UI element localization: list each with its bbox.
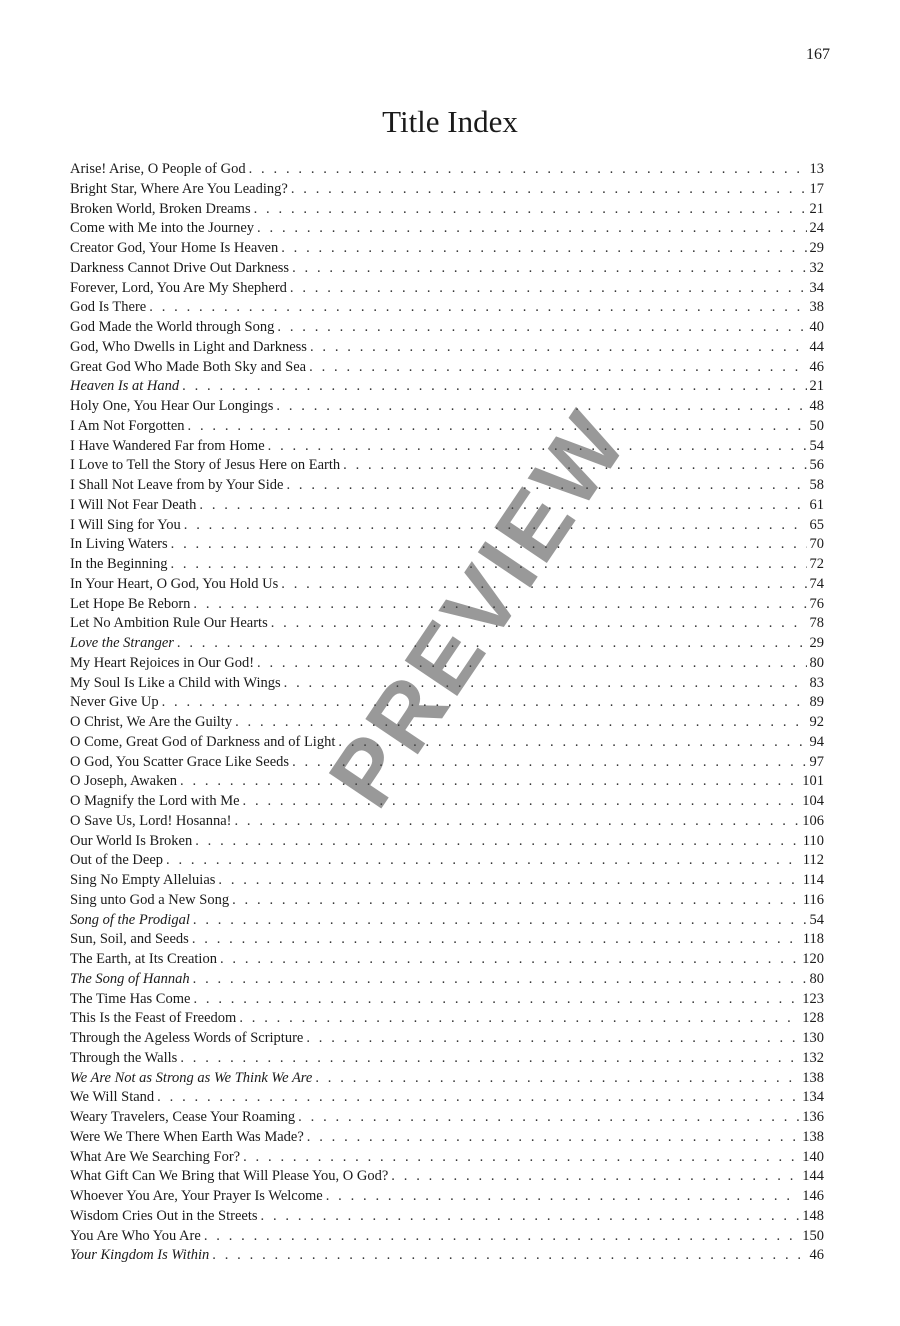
- index-entry: [70, 377, 824, 397]
- dot-leader: [195, 832, 800, 852]
- entry-page-number: 24: [809, 220, 824, 237]
- dot-leader: [243, 792, 800, 812]
- dot-leader: [184, 516, 807, 536]
- index-entry: [70, 1148, 824, 1168]
- entry-title: In Your Heart, O God, You Hold Us: [70, 575, 279, 592]
- dot-leader: [281, 575, 806, 595]
- entry-page-number: 21: [809, 200, 824, 217]
- index-entry: [70, 1049, 824, 1069]
- dot-leader: [177, 634, 807, 654]
- dot-leader: [212, 1246, 806, 1266]
- index-entry: [70, 279, 824, 299]
- entry-page-number: 70: [809, 536, 824, 553]
- entry-page-number: 76: [809, 595, 824, 612]
- entry-title: What Are We Searching For?: [70, 1148, 241, 1165]
- dot-leader: [277, 318, 806, 338]
- entry-page-number: 136: [802, 1109, 824, 1125]
- dot-leader: [180, 1049, 799, 1069]
- dot-leader: [188, 417, 807, 437]
- index-entry: [70, 930, 824, 950]
- entry-page-number: 54: [809, 911, 824, 928]
- entry-title: O Joseph, Awaken: [70, 773, 178, 790]
- entry-page-number: 46: [809, 358, 824, 375]
- entry-title: The Song of Hannah: [70, 970, 190, 987]
- entry-page-number: 138: [802, 1128, 824, 1145]
- entry-page-number: 132: [802, 1049, 824, 1066]
- entry-title: The Time Has Come: [70, 990, 191, 1007]
- index-entry: [70, 180, 824, 200]
- dot-leader: [307, 1128, 799, 1148]
- entry-title: O God, You Scatter Grace Like Seeds: [70, 753, 290, 770]
- index-entry: [70, 259, 824, 279]
- entry-title: We Are Not as Strong as We Think We Are: [70, 1069, 313, 1086]
- dot-leader: [193, 990, 799, 1010]
- index-entry: [70, 338, 824, 358]
- entry-page-number: 89: [809, 694, 824, 711]
- entry-page-number: 104: [802, 793, 824, 809]
- index-entry: [70, 871, 824, 891]
- entry-page-number: 101: [802, 773, 824, 790]
- index-entry: [70, 891, 824, 911]
- index-entry: [70, 358, 824, 378]
- entry-title: I Shall Not Leave from by Your Side: [70, 477, 284, 493]
- entry-page-number: 34: [809, 279, 824, 296]
- dot-leader: [171, 535, 807, 555]
- entry-page-number: 94: [809, 733, 824, 750]
- index-entry: [70, 733, 824, 753]
- dot-leader: [232, 891, 800, 911]
- entry-title: Sing No Empty Alleluias: [70, 872, 216, 888]
- entry-title: You Are Who You Are: [70, 1227, 201, 1244]
- entry-title: O Christ, We Are the Guilty: [70, 714, 233, 730]
- entry-title: Heaven Is at Hand: [70, 378, 180, 395]
- entry-page-number: 148: [802, 1207, 824, 1224]
- dot-leader: [315, 1069, 799, 1089]
- entry-title: Through the Walls: [70, 1049, 178, 1066]
- entry-title: Bright Star, Where Are You Leading?: [70, 180, 288, 197]
- entry-title: Never Give Up: [70, 694, 159, 711]
- index-entry: [70, 1088, 824, 1108]
- dot-leader: [338, 733, 806, 753]
- entry-title: Broken World, Broken Dreams: [70, 200, 251, 217]
- dot-leader: [193, 595, 806, 615]
- index-entry: [70, 970, 824, 990]
- entry-page-number: 118: [802, 931, 824, 948]
- entry-title: My Heart Rejoices in Our God!: [70, 654, 255, 671]
- entry-title: God Made the World through Song: [70, 319, 275, 335]
- index-entry: [70, 1069, 824, 1089]
- dot-leader: [257, 219, 806, 239]
- entry-page-number: 50: [809, 417, 824, 434]
- entry-page-number: 112: [802, 852, 824, 869]
- dot-leader: [235, 713, 806, 733]
- dot-leader: [292, 753, 806, 773]
- entry-page-number: 134: [802, 1089, 824, 1106]
- dot-leader: [268, 437, 807, 457]
- dot-leader: [391, 1167, 799, 1187]
- entry-title: Great God Who Made Both Sky and Sea: [70, 358, 307, 375]
- dot-leader: [276, 397, 806, 417]
- entry-title: Forever, Lord, You Are My Shepherd: [70, 279, 287, 296]
- entry-title: Out of the Deep: [70, 852, 164, 869]
- index-entry: [70, 654, 824, 674]
- index-entry: [70, 417, 824, 437]
- entry-page-number: 44: [809, 338, 824, 355]
- index-entry: [70, 496, 824, 516]
- entry-page-number: 61: [809, 496, 824, 513]
- index-entry: [70, 614, 824, 634]
- entry-page-number: 144: [802, 1168, 824, 1185]
- index-entry: [70, 713, 824, 733]
- entry-title: Come with Me into the Journey: [70, 220, 255, 237]
- entry-title: I Am Not Forgotten: [70, 417, 185, 434]
- entry-page-number: 140: [802, 1148, 824, 1165]
- dot-leader: [292, 259, 806, 279]
- dot-leader: [166, 851, 800, 871]
- index-entry: [70, 1108, 824, 1128]
- entry-page-number: 56: [809, 457, 824, 474]
- entry-title: I Will Sing for You: [70, 516, 181, 533]
- index-entry: [70, 1029, 824, 1049]
- entry-page-number: 92: [809, 714, 824, 730]
- index-entry: [70, 832, 824, 852]
- entry-page-number: 13: [809, 161, 824, 177]
- index-entry: [70, 575, 824, 595]
- entry-page-number: 120: [802, 951, 824, 967]
- index-entry: [70, 456, 824, 476]
- entry-title: Your Kingdom Is Within: [70, 1247, 210, 1264]
- entry-page-number: 72: [809, 556, 824, 572]
- entry-title: Our World Is Broken: [70, 832, 193, 849]
- entry-page-number: 17: [809, 180, 824, 197]
- dot-leader: [254, 200, 807, 220]
- entry-title: Let Hope Be Reborn: [70, 595, 191, 612]
- dot-leader: [298, 1108, 799, 1128]
- entry-title: The Earth, at Its Creation: [70, 951, 217, 967]
- dot-leader: [204, 1227, 799, 1247]
- dot-leader: [157, 1088, 799, 1108]
- entry-page-number: 29: [809, 635, 824, 651]
- dot-leader: [162, 693, 807, 713]
- index-entry: [70, 950, 824, 970]
- entry-page-number: 80: [809, 654, 824, 671]
- index-entry: [70, 555, 824, 575]
- entry-title: Sing unto God a New Song: [70, 891, 230, 908]
- entry-title: Holy One, You Hear Our Longings: [70, 398, 274, 414]
- entry-page-number: 46: [809, 1247, 824, 1264]
- entry-title: Weary Travelers, Cease Your Roaming: [70, 1109, 296, 1125]
- index-entry: [70, 911, 824, 931]
- index-entry: [70, 634, 824, 654]
- dot-leader: [257, 654, 806, 674]
- dot-leader: [180, 772, 799, 792]
- entry-title: Let No Ambition Rule Our Hearts: [70, 615, 268, 632]
- entry-title: Wisdom Cries Out in the Streets: [70, 1207, 258, 1224]
- index-entry: [70, 1128, 824, 1148]
- entry-page-number: 114: [802, 872, 824, 888]
- index-entry: [70, 1227, 824, 1247]
- page-number: 167: [806, 46, 830, 63]
- entry-title: Through the Ageless Words of Scripture: [70, 1030, 304, 1046]
- dot-leader: [290, 279, 807, 299]
- entry-page-number: 123: [802, 990, 824, 1007]
- index-entry: [70, 851, 824, 871]
- index-entry: [70, 1009, 824, 1029]
- title-index-list: [70, 160, 824, 1266]
- dot-leader: [243, 1148, 799, 1168]
- entry-title: My Soul Is Like a Child with Wings: [70, 674, 281, 691]
- entry-page-number: 74: [809, 575, 824, 592]
- entry-title: In Living Waters: [70, 536, 168, 553]
- index-entry: [70, 693, 824, 713]
- entry-title: Song of the Prodigal: [70, 911, 190, 928]
- index-entry: [70, 476, 824, 496]
- dot-leader: [286, 476, 806, 496]
- index-entry: [70, 535, 824, 555]
- entry-title: What Gift Can We Bring that Will Please You, O God?: [70, 1168, 389, 1185]
- entry-title: O Save Us, Lord! Hosanna!: [70, 812, 232, 829]
- dot-leader: [170, 555, 806, 575]
- entry-page-number: 83: [809, 674, 824, 691]
- entry-title: Creator God, Your Home Is Heaven: [70, 240, 279, 256]
- dot-leader: [239, 1009, 799, 1029]
- entry-page-number: 48: [809, 398, 824, 414]
- entry-page-number: 138: [802, 1069, 824, 1086]
- index-entry: [70, 298, 824, 318]
- entry-title: I Will Not Fear Death: [70, 496, 197, 513]
- dot-leader: [310, 338, 807, 358]
- entry-page-number: 40: [809, 319, 824, 335]
- entry-page-number: 130: [802, 1030, 824, 1046]
- entry-title: I Have Wandered Far from Home: [70, 437, 265, 454]
- entry-page-number: 54: [809, 437, 824, 454]
- entry-page-number: 80: [809, 970, 824, 987]
- dot-leader: [284, 674, 807, 694]
- dot-leader: [343, 456, 806, 476]
- index-entry: [70, 1187, 824, 1207]
- entry-title: Arise! Arise, O People of God: [70, 161, 246, 177]
- index-entry: [70, 239, 824, 259]
- index-entry: [70, 812, 824, 832]
- entry-title: Were We There When Earth Was Made?: [70, 1128, 304, 1145]
- index-entry: [70, 200, 824, 220]
- index-entry: [70, 160, 824, 180]
- index-entry: [70, 990, 824, 1010]
- entry-title: O Magnify the Lord with Me: [70, 793, 240, 809]
- dot-leader: [309, 358, 806, 378]
- entry-page-number: 110: [802, 832, 824, 849]
- entry-page-number: 97: [809, 753, 824, 770]
- preview-watermark: PREVIEW: [309, 392, 648, 825]
- entry-page-number: 116: [802, 891, 824, 908]
- dot-leader: [199, 496, 806, 516]
- entry-page-number: 65: [809, 516, 824, 533]
- index-entry: [70, 219, 824, 239]
- dot-leader: [149, 298, 806, 318]
- dot-leader: [220, 950, 799, 970]
- entry-page-number: 32: [809, 259, 824, 276]
- entry-page-number: 29: [809, 240, 824, 256]
- entry-title: Love the Stranger: [70, 635, 174, 651]
- entry-title: We Will Stand: [70, 1089, 155, 1106]
- entry-title: Whoever You Are, Your Prayer Is Welcome: [70, 1188, 323, 1204]
- dot-leader: [271, 614, 807, 634]
- dot-leader: [182, 377, 806, 397]
- index-entry: [70, 397, 824, 417]
- entry-title: God, Who Dwells in Light and Darkness: [70, 338, 307, 355]
- index-entry: [70, 753, 824, 773]
- entry-title: O Come, Great God of Darkness and of Light: [70, 733, 336, 750]
- dot-leader: [193, 970, 807, 990]
- entry-page-number: 106: [802, 812, 824, 829]
- index-entry: [70, 674, 824, 694]
- dot-leader: [261, 1207, 800, 1227]
- dot-leader: [306, 1029, 799, 1049]
- index-entry: [70, 792, 824, 812]
- index-entry: [70, 516, 824, 536]
- dot-leader: [234, 812, 799, 832]
- dot-leader: [193, 911, 807, 931]
- index-entry: [70, 1246, 824, 1266]
- entry-title: Darkness Cannot Drive Out Darkness: [70, 259, 290, 276]
- index-entry: [70, 1167, 824, 1187]
- entry-page-number: 58: [809, 477, 824, 493]
- entry-title: I Love to Tell the Story of Jesus Here on Earth: [70, 457, 341, 474]
- entry-page-number: 21: [809, 378, 824, 395]
- entry-page-number: 78: [809, 615, 824, 632]
- dot-leader: [249, 160, 807, 180]
- dot-leader: [291, 180, 807, 200]
- entry-title: In the Beginning: [70, 556, 168, 572]
- index-entry: [70, 437, 824, 457]
- entry-title: This Is the Feast of Freedom: [70, 1010, 237, 1027]
- entry-page-number: 38: [809, 299, 824, 316]
- entry-title: Sun, Soil, and Seeds: [70, 931, 189, 948]
- index-entry: [70, 595, 824, 615]
- dot-leader: [326, 1187, 800, 1207]
- page-title: Title Index: [382, 104, 518, 139]
- index-entry: [70, 1207, 824, 1227]
- dot-leader: [192, 930, 800, 950]
- entry-page-number: 128: [802, 1010, 824, 1027]
- index-entry: [70, 772, 824, 792]
- index-entry: [70, 318, 824, 338]
- entry-title: God Is There: [70, 299, 147, 316]
- entry-page-number: 150: [802, 1227, 824, 1244]
- dot-leader: [281, 239, 806, 259]
- dot-leader: [218, 871, 799, 891]
- entry-page-number: 146: [802, 1188, 824, 1204]
